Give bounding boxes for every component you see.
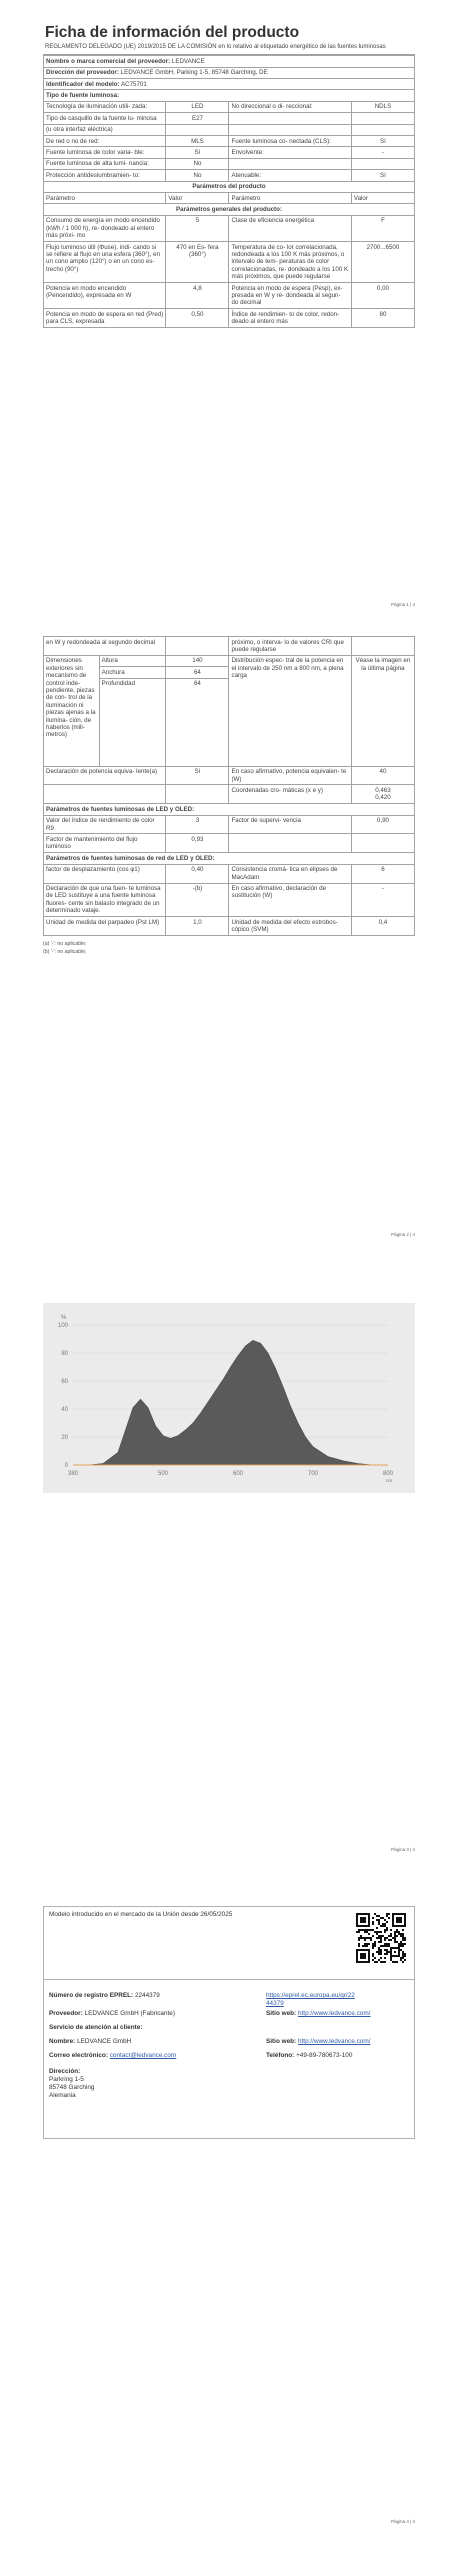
- web1-block: [266, 2010, 370, 2018]
- col-param-1: Parámetro: [44, 193, 166, 204]
- type-param-2: Envolvente:: [229, 147, 351, 158]
- general-value-2: 2700...6500: [351, 242, 414, 283]
- cont-param-1: en W y redondeada al segundo decimal: [44, 637, 166, 656]
- general-row: [44, 242, 415, 283]
- dim-value-height: 140: [166, 655, 229, 666]
- type-value-1: [166, 124, 229, 135]
- mains-value-1: 1,0: [166, 917, 229, 936]
- dim-value-width: 64: [166, 667, 229, 678]
- mains-value-2: 0,4: [351, 917, 414, 936]
- page-1: [43, 22, 415, 328]
- market-intro: Modelo introducido en el mercado de la Unión desde 26/05/2025: [49, 1911, 233, 1918]
- mains-header-row: [44, 853, 415, 864]
- mains-row: [44, 883, 415, 917]
- general-value-1: 5: [166, 215, 229, 241]
- type-param-1: Fuente luminosa de alta lumi- nancia:: [44, 158, 166, 169]
- addr-line-3: Alemania: [49, 2092, 76, 2099]
- type-param-1: Tecnología de iluminación utili- zada:: [44, 101, 166, 112]
- name-label: Nombre:: [49, 2038, 76, 2045]
- type-param-1: De red o no de red:: [44, 136, 166, 147]
- mains-row: [44, 864, 415, 883]
- page-4: [43, 1906, 415, 2139]
- general-row: [44, 309, 415, 328]
- type-param-2: [229, 158, 351, 169]
- name-block: [49, 2038, 131, 2046]
- name-value: LEDVANCE GmbH: [77, 2038, 132, 2045]
- chroma-empty-1: [44, 785, 166, 804]
- footnote-a: (a) '-': no aplicable;: [43, 940, 87, 947]
- type-value-2: [351, 158, 414, 169]
- address-label: Dirección del proveedor:: [46, 69, 119, 77]
- x-tick-label: 380: [67, 1471, 79, 1477]
- regulation-subtitle: REGLAMENTO DELEGADO (UE) 2019/2015 DE LA COMISIÓN en lo relativo al etiquetado energético de las fuentes luminosas: [43, 42, 415, 55]
- led-value-1: 3: [166, 815, 229, 834]
- general-param-2: Temperatura de co- lor correlacionada, redondeada a los 100 K más próximos, o intervalo de tem- peraturas de color correlacionadas, re- dondeado a los 100 K más próximos, que puede regularse: [229, 242, 351, 283]
- general-param-1: Consumo de energía en modo encendido (kWh / 1 000 h), re- dondeado al entero más próxi- mo: [44, 215, 166, 241]
- type-value-1: LED: [166, 101, 229, 112]
- cont-value-1: [166, 637, 229, 656]
- type-value-1: No: [166, 170, 229, 181]
- led-param-2: [229, 834, 351, 853]
- dimensions-row: [44, 655, 415, 666]
- web1-link[interactable]: http://www.ledvance.com/: [297, 2010, 371, 2017]
- web2-block: [266, 2038, 370, 2046]
- spectral-distribution-chart: [43, 1303, 415, 1493]
- model-value: AC75701: [120, 80, 147, 88]
- dimensions-label: Dimensiones exteriores sin mecanismo de control inde- pendiente, piezas de con- trol de la iluminación ni piezas ajenas a la ilumina- ción, de haberlos (mili- metros): [44, 655, 100, 766]
- type-row: [44, 170, 415, 181]
- spd-label: Distribución espec- tral de la potencia en el intervalo de 250 nm a 800 nm, a plena carga: [229, 655, 351, 766]
- supplier-value: LEDVANCE GmbH (Fabricante): [84, 2010, 175, 2017]
- dim-name-depth: Profundidad: [99, 678, 166, 766]
- qr-code-icon: [356, 1913, 406, 1963]
- type-header-row: [44, 90, 415, 101]
- chroma-x: 0,463: [375, 786, 391, 794]
- page-number-3: Página 3 | 4: [391, 1847, 415, 1852]
- supplier-table: [43, 55, 415, 328]
- col-value-1: Valor: [166, 193, 229, 204]
- type-value-2: NDLS: [351, 101, 414, 112]
- footnotes: [43, 940, 415, 956]
- continued-row: [44, 637, 415, 656]
- x-axis-unit: nm: [386, 1478, 393, 1483]
- mains-param-2: En caso afirmativo, declaración de sustitución (W): [229, 883, 351, 917]
- chroma-row: [44, 785, 415, 804]
- type-param-1: Protección antideslumbramien- to:: [44, 170, 166, 181]
- led-param-2: Factor de supervi- vencia: [229, 815, 351, 834]
- email-link[interactable]: contact@ledvance.com: [109, 2052, 177, 2059]
- spectrum-area: [73, 1340, 388, 1465]
- y-tick-label: 80: [61, 1351, 68, 1357]
- phone-label: Teléfono:: [266, 2052, 295, 2059]
- mains-param-1: Unidad de medida del parpadeo (Pst LM): [44, 917, 166, 936]
- col-param-2: Parámetro: [229, 193, 351, 204]
- type-row: [44, 113, 415, 124]
- type-value-2: Sí: [351, 136, 414, 147]
- eprel-link[interactable]: https://eprel.ec.europa.eu/qr/2244379: [266, 1992, 355, 2007]
- dim-name-height: Altura: [99, 655, 166, 666]
- type-label: Tipo de fuente luminosa:: [46, 91, 120, 99]
- equiv-label: Declaración de potencia equiva- lente(a): [44, 766, 166, 785]
- led-header: Parámetros de fuentes luminosas de LED y OLED:: [44, 804, 415, 815]
- led-param-1: Factor de mantenimiento del flujo luminoso: [44, 834, 166, 853]
- general-param-2: Potencia en modo de espera (Pesp), ex- presada en W y re- dondeada al segun- do decimal: [229, 283, 351, 309]
- type-rows: [44, 101, 415, 181]
- general-param-1: Potencia en modo encendido (Pencendido), expresada en W: [44, 283, 166, 309]
- type-param-1: (u otra interfaz eléctrica): [44, 124, 166, 135]
- led-value-2: [351, 834, 414, 853]
- cont-value-2: [351, 637, 414, 656]
- mains-value-1: 0,40: [166, 864, 229, 883]
- chroma-y: 0,420: [375, 794, 391, 802]
- type-param-2: [229, 124, 351, 135]
- type-param-2: Fuente luminosa co- nectada (CLS):: [229, 136, 351, 147]
- manufacturer-value: LEDVANCE: [171, 57, 205, 65]
- type-row: [44, 124, 415, 135]
- model-label: Identificador del modelo:: [46, 80, 120, 88]
- reg-label: Número de registro EPREL:: [49, 1992, 134, 1999]
- page-2: [43, 636, 415, 956]
- reg-block: [49, 1992, 160, 2000]
- general-param-2: Clase de eficiencia energética: [229, 215, 351, 241]
- reg-link-block: [266, 1992, 356, 2008]
- general-row: [44, 215, 415, 241]
- mains-value-2: 6: [351, 864, 414, 883]
- address-value: LEDVANCE GmbH, Parking 1-5, 85748 Garching, DE: [120, 69, 268, 77]
- email-label: Correo electrónico:: [49, 2052, 108, 2059]
- service-label: Servicio de atención al cliente:: [49, 2024, 143, 2031]
- manufacturer-row: [44, 56, 415, 67]
- led-rows: [44, 815, 415, 853]
- general-row: [44, 283, 415, 309]
- page-number-2: Página 2 | 4: [391, 1232, 415, 1237]
- model-row: [44, 79, 415, 90]
- type-row: [44, 101, 415, 112]
- general-value-1: 470 en Es- fera (360°): [166, 242, 229, 283]
- params-col-header-row: [44, 193, 415, 204]
- address-row: [44, 67, 415, 78]
- equivalent-power-row: [44, 766, 415, 785]
- led-row: [44, 834, 415, 853]
- document-title: Ficha de información del producto: [45, 24, 300, 41]
- addr-line-2: 85748 Garching: [49, 2084, 95, 2091]
- general-value-1: 0,50: [166, 309, 229, 328]
- type-value-1: Sí: [166, 147, 229, 158]
- type-row: [44, 136, 415, 147]
- x-tick-label: 500: [157, 1471, 169, 1477]
- general-header: Parámetros generales del producto:: [44, 204, 415, 215]
- chroma-empty-2: [166, 785, 229, 804]
- general-param-1: Flujo luminoso útil (Φuse), indi- cando si se refiere al flujo en una esfera (360°), en un cono amplio (120°) o en un cono es- trecho (90°): [44, 242, 166, 283]
- type-param-1: Tipo de casquillo de la fuente lu- minosa: [44, 113, 166, 124]
- manufacturer-label: Nombre o marca comercial del proveedor:: [46, 57, 171, 65]
- led-header-row: [44, 804, 415, 815]
- y-tick-label: 20: [61, 1435, 68, 1441]
- mains-param-1: Declaración de que una fuen- te luminosa de LED sustituye a una fuente luminosa fluores- cente sin balasto integrado de un determinado vataje.: [44, 883, 166, 917]
- addr-line-1: Parkring 1-5: [49, 2076, 84, 2083]
- web2-label: Sitio web:: [266, 2038, 297, 2045]
- general-header-row: [44, 204, 415, 215]
- general-value-2: F: [351, 215, 414, 241]
- led-value-1: 0,93: [166, 834, 229, 853]
- type-value-1: MLS: [166, 136, 229, 147]
- supplier-block: [49, 2010, 175, 2018]
- general-param-2: Índice de rendimien- to de color, redon- deado al entero más: [229, 309, 351, 328]
- params-header: Parámetros del producto: [44, 181, 415, 192]
- mains-param-2: Unidad de medida del efecto estrobos- cópico (SVM): [229, 917, 351, 936]
- chroma-value: [351, 785, 414, 804]
- general-rows: [44, 215, 415, 327]
- general-value-1: 4,8: [166, 283, 229, 309]
- type-value-2: [351, 124, 414, 135]
- type-param-1: Fuente luminosa de color varia- ble:: [44, 147, 166, 158]
- address-block: [49, 2068, 94, 2100]
- spectral-chart-panel: [43, 1303, 415, 1493]
- equiv-value: Sí: [166, 766, 229, 785]
- y-tick-label: 40: [61, 1407, 68, 1413]
- dim-name-width: Anchura: [99, 667, 166, 678]
- y-axis-label: %: [61, 1315, 67, 1321]
- params-table-continued: [43, 636, 415, 936]
- y-tick-label: 100: [57, 1323, 68, 1329]
- mains-value-2: -: [351, 883, 414, 917]
- x-tick-label: 600: [232, 1471, 244, 1477]
- mains-row: [44, 917, 415, 936]
- mains-header: Parámetros de fuentes luminosas de red de LED y OLED:: [44, 853, 415, 864]
- y-tick-label: 0: [64, 1463, 68, 1469]
- col-value-2: Valor: [351, 193, 414, 204]
- equiv-w-value: 40: [351, 766, 414, 785]
- mains-rows: [44, 864, 415, 935]
- type-value-2: -: [351, 147, 414, 158]
- type-row: [44, 147, 415, 158]
- general-param-1: Potencia en modo de espera en red (Pred) para CLS, expresada: [44, 309, 166, 328]
- page-number-4: Página 4 | 4: [391, 2519, 415, 2524]
- mains-param-1: factor de desplazamiento (cos φ1): [44, 864, 166, 883]
- footnote-b: (b) '-': no aplicable;: [43, 948, 87, 955]
- web2-link[interactable]: http://www.ledvance.com/: [297, 2038, 371, 2045]
- x-tick-label: 700: [307, 1471, 319, 1477]
- params-header-row: [44, 181, 415, 192]
- led-value-2: 0,90: [351, 815, 414, 834]
- phone-value: +49-89-780673-100: [296, 2052, 353, 2059]
- general-value-2: 80: [351, 309, 414, 328]
- contact-box: [43, 1980, 415, 2139]
- addr-label: Dirección:: [49, 2068, 81, 2075]
- type-value-1: No: [166, 158, 229, 169]
- type-param-2: Atenuable:: [229, 170, 351, 181]
- equiv-w-label: En caso afirmativo, potencia equivalen- te (W): [229, 766, 351, 785]
- supplier-label: Proveedor:: [49, 2010, 83, 2017]
- web1-label: Sitio web:: [266, 2010, 297, 2017]
- spd-value: Véase la imagen en la última página: [351, 655, 414, 766]
- type-value-2: [351, 113, 414, 124]
- email-block: [49, 2052, 176, 2060]
- led-row: [44, 815, 415, 834]
- type-value-2: Sí: [351, 170, 414, 181]
- general-value-2: 0,00: [351, 283, 414, 309]
- phone-block: [266, 2052, 352, 2060]
- type-row: [44, 158, 415, 169]
- reg-value: 2244379: [134, 1992, 160, 1999]
- led-param-1: Valor del índice de rendimiento de color R9: [44, 815, 166, 834]
- dim-value-depth: 64: [166, 678, 229, 766]
- type-param-2: No direccional o di- reccional:: [229, 101, 351, 112]
- type-param-2: [229, 113, 351, 124]
- x-tick-label: 800: [382, 1471, 394, 1477]
- cont-param-2: próximo, o interva- lo de valores CRI que puede regularse: [229, 637, 351, 656]
- y-tick-label: 60: [61, 1379, 68, 1385]
- type-value-1: E27: [166, 113, 229, 124]
- chroma-label: Coordenadas cro- máticas (x e y): [229, 785, 351, 804]
- mains-value-1: -(b): [166, 883, 229, 917]
- mains-param-2: Consistencia cromá- tica en elipses de MacAdam: [229, 864, 351, 883]
- page-number-1: Página 1 | 4: [391, 602, 415, 607]
- intro-box: [43, 1906, 415, 1980]
